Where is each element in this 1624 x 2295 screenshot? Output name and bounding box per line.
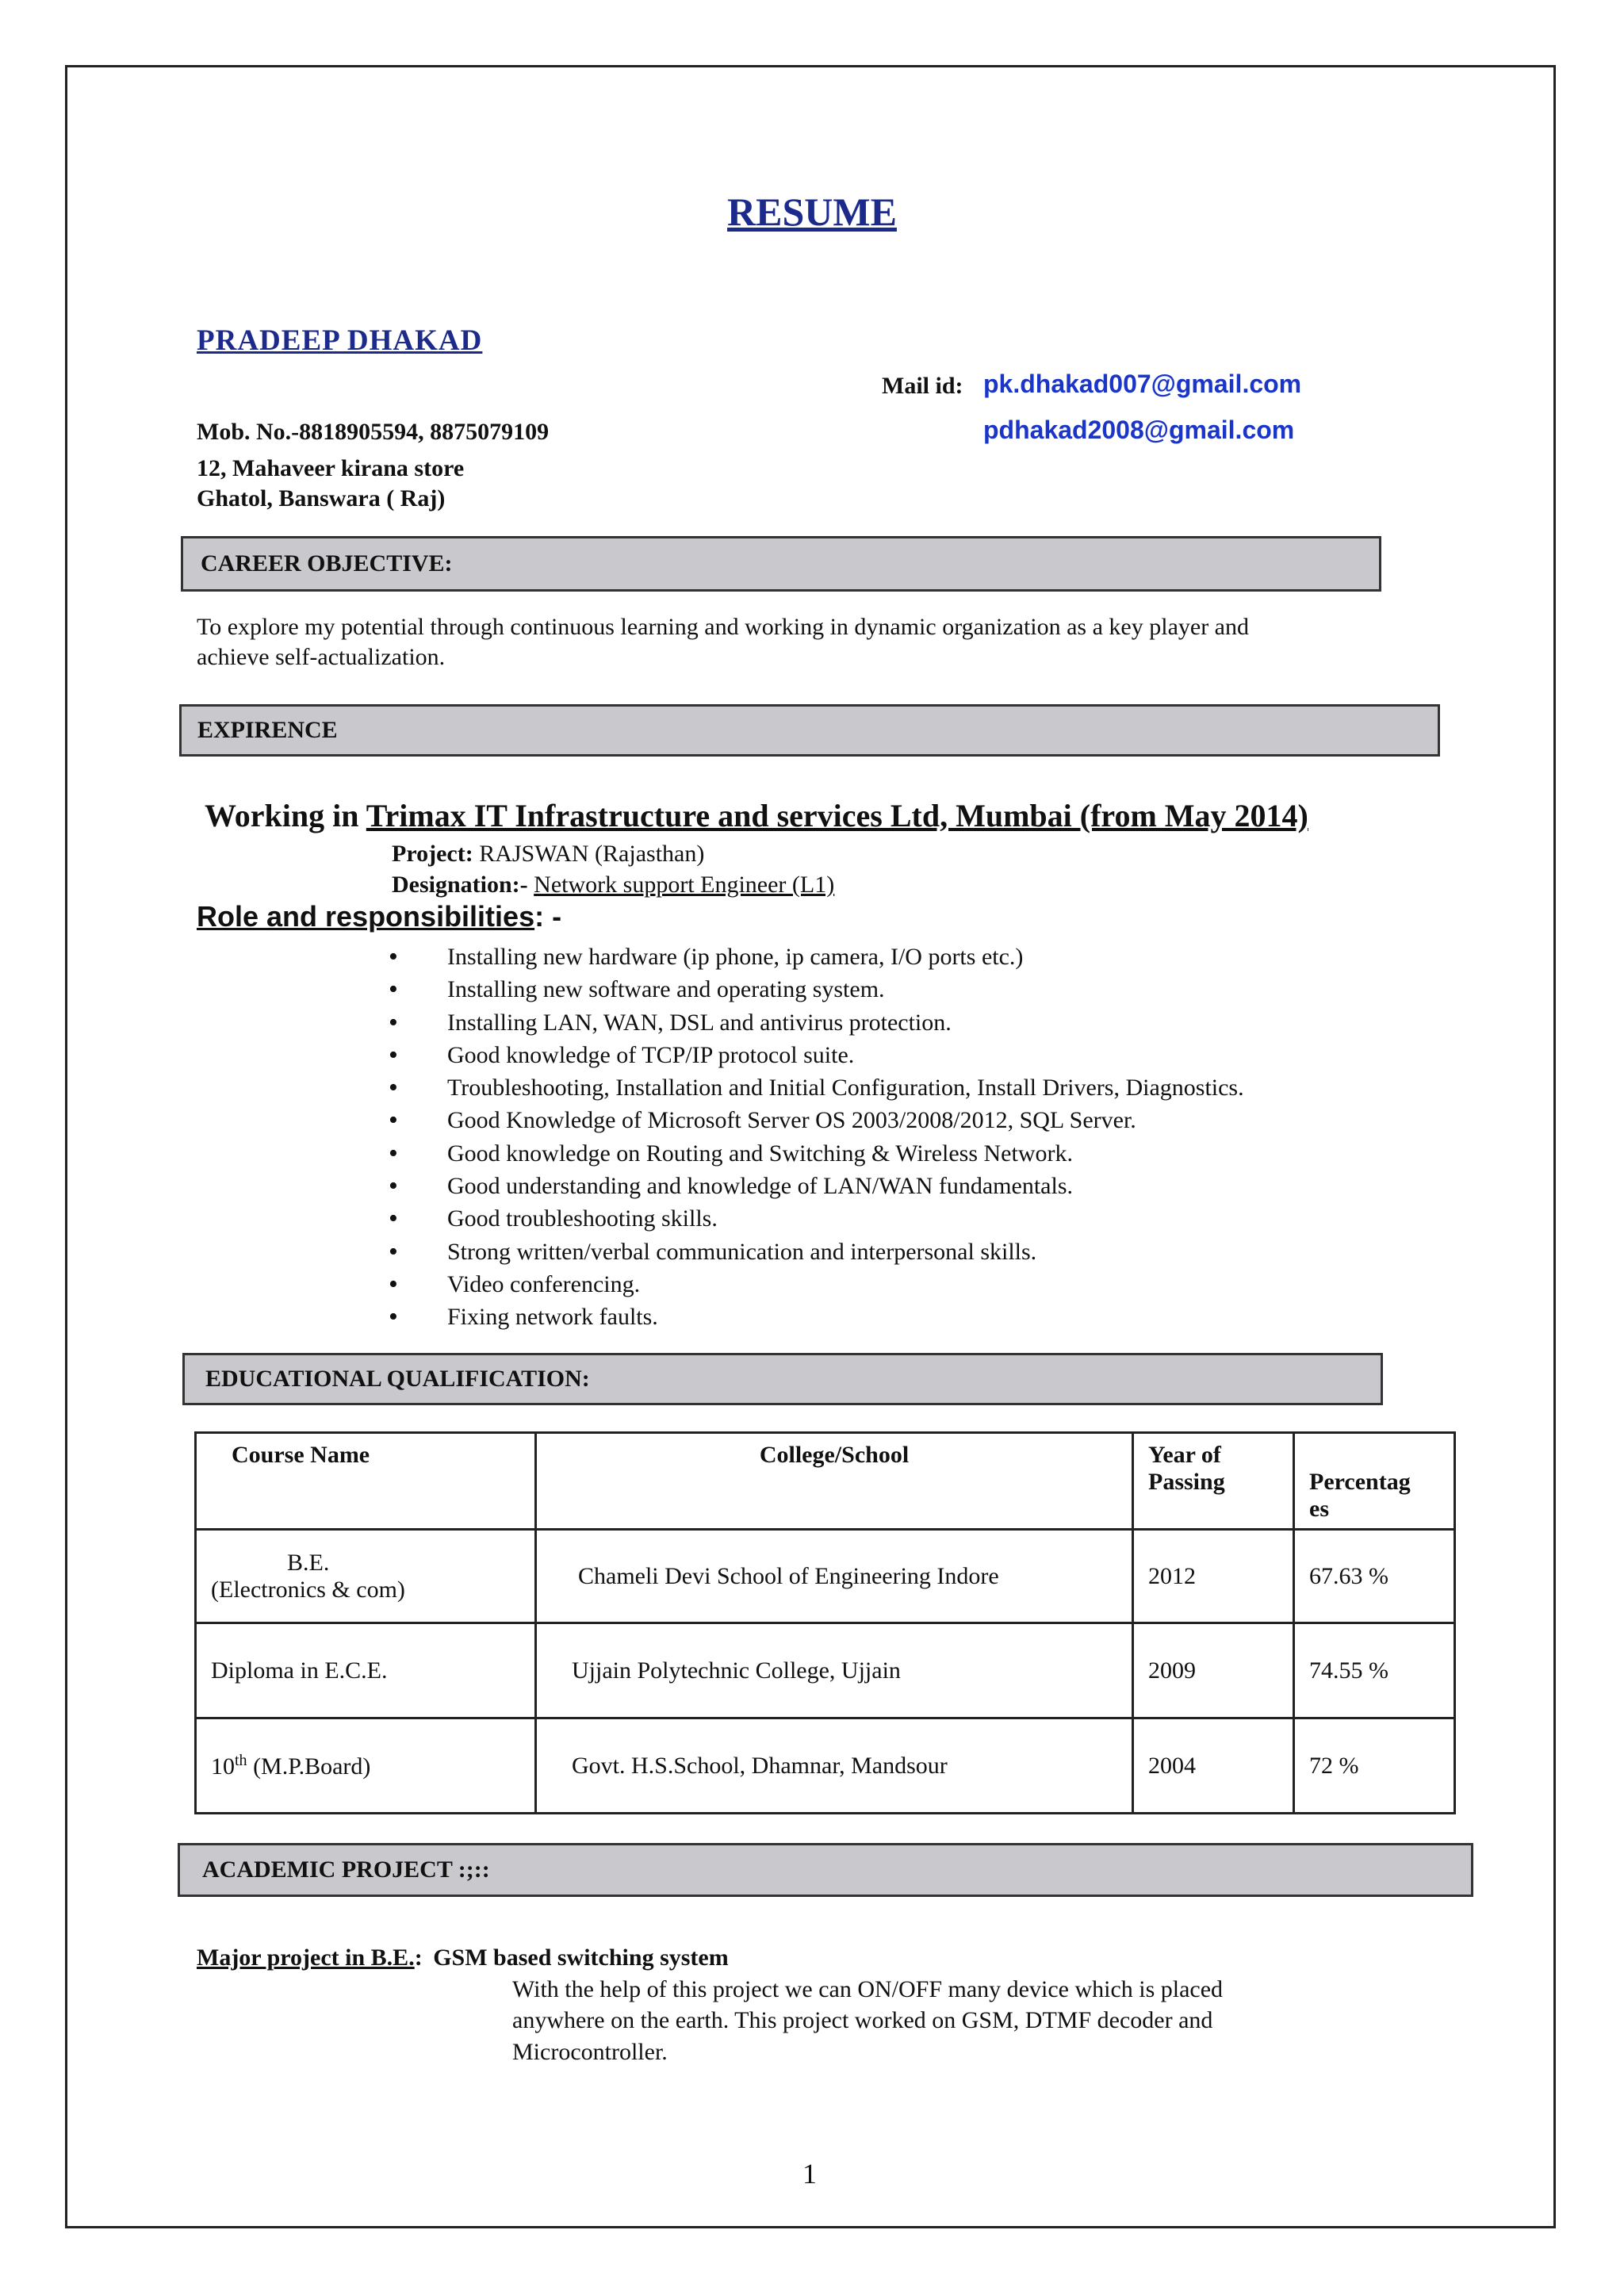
col-college: College/School [536,1433,1133,1530]
list-item: • Troubleshooting, Installation and Initial Configuration, Install Drivers, Diagnostics. [389,1071,1244,1104]
col-year: Year of Passing [1133,1433,1294,1530]
resume-title: RESUME [727,190,897,234]
year-cell: 2004 [1133,1718,1294,1814]
list-item: • Good Knowledge of Microsoft Server OS 2003/2008/2012, SQL Server. [389,1104,1244,1136]
course-cell: Diploma in E.C.E. [196,1623,536,1718]
table-row [196,1623,1455,1718]
project-line [392,839,704,869]
project-desc-line-1: With the help of this project we can ON/OFF many device which is placed [512,1976,1224,2002]
career-objective-heading: CAREER OBJECTIVE: [181,536,1381,592]
list-item: • Installing LAN, WAN, DSL and antivirus protection. [389,1006,1244,1039]
project-value: RAJSWAN (Rajasthan) [479,841,705,867]
major-project-label: Major project in B.E. [197,1944,415,1971]
list-item: • Strong written/verbal communication and interpersonal skills. [389,1236,1244,1268]
percent-cell: 74.55 % [1294,1623,1455,1718]
list-item: • Good knowledge of TCP/IP protocol suite. [389,1039,1244,1071]
project-desc-line-2: anywhere on the earth. This project worked on GSM, DTMF decoder and [512,2007,1213,2033]
education-table [194,1431,1456,1814]
col-course-name: Course Name [196,1433,536,1530]
list-item: • Good knowledge on Routing and Switching & Wireless Network. [389,1137,1244,1170]
candidate-name: PRADEEP DHAKAD [197,324,483,357]
year-cell: 2012 [1133,1530,1294,1623]
major-project-title: GSM based switching system [433,1944,729,1971]
mobile-number: Mob. No.-8818905594, 8875079109 [197,419,550,445]
college-cell: Chameli Devi School of Engineering Indore [536,1530,1133,1623]
address-line-1: 12, Mahaveer kirana store [197,455,465,481]
course-cell: 10th (M.P.Board) [196,1718,536,1814]
working-line [205,797,1308,834]
list-item: • Good troubleshooting skills. [389,1202,1244,1235]
mail-label: Mail id: [882,373,963,399]
experience-heading: EXPIRENCE [179,704,1440,757]
project-desc-line-3: Microcontroller. [512,2039,668,2065]
designation-line [392,870,834,900]
course-cell: B.E. (Electronics & com) [196,1530,536,1623]
working-prefix: Working in [205,798,359,833]
career-objective-line-1: To explore my potential through continuous learning and working in dynamic organization as a key player and [197,614,1250,640]
percent-cell: 67.63 % [1294,1530,1455,1623]
college-cell: Ujjain Polytechnic College, Ujjain [536,1623,1133,1718]
page-number: 1 [802,2158,817,2190]
table-row [196,1530,1455,1623]
email-primary[interactable]: pk.dhakad007@gmail.com [983,370,1302,398]
designation-value: Network support Engineer (L1) [534,872,835,898]
college-cell: Govt. H.S.School, Dhamnar, Mandsour [536,1718,1133,1814]
major-project-line: Major project in B.E.: GSM based switching system [197,1944,729,1971]
table-header-row [196,1433,1455,1530]
designation-label: Designation:- [392,872,528,898]
company-name: Trimax IT Infrastructure and services Ltd, Mumbai (from May 2014) [366,798,1308,833]
education-heading: EDUCATIONAL QUALIFICATION: [182,1353,1383,1405]
year-cell: 2009 [1133,1623,1294,1718]
address-line-2: Ghatol, Banswara ( Raj) [197,485,446,511]
career-objective-line-2: achieve self-actualization. [197,644,446,670]
list-item: • Fixing network faults. [389,1301,1244,1333]
table-row [196,1718,1455,1814]
list-item: • Installing new hardware (ip phone, ip camera, I/O ports etc.) [389,941,1244,973]
academic-project-heading: ACADEMIC PROJECT :;:: [178,1843,1473,1897]
list-item: • Good understanding and knowledge of LAN/WAN fundamentals. [389,1170,1244,1202]
list-item: • Installing new software and operating system. [389,973,1244,1006]
email-secondary[interactable]: pdhakad2008@gmail.com [983,416,1295,444]
responsibilities-list [389,941,1244,1334]
col-percentage: Percentag es [1294,1433,1455,1530]
percent-cell: 72 % [1294,1718,1455,1814]
project-label: Project: [392,841,473,867]
roles-heading: Role and responsibilities: - [197,900,562,933]
list-item: • Video conferencing. [389,1268,1244,1301]
